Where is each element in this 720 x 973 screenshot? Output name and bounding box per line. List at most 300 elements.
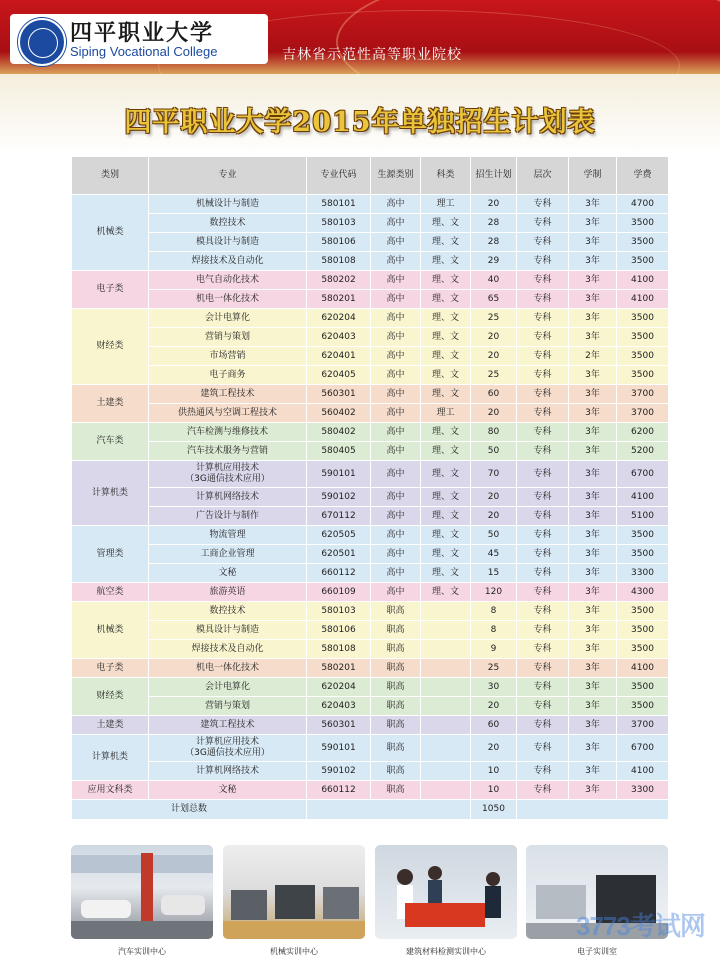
table-row bbox=[72, 762, 669, 781]
source-cell: 职高 bbox=[371, 735, 421, 762]
tuition-cell: 4100 bbox=[617, 290, 669, 309]
code-cell: 620403 bbox=[307, 328, 371, 347]
source-cell: 职高 bbox=[371, 678, 421, 697]
major-cell: 模具设计与制造 bbox=[149, 233, 307, 252]
code-cell: 560301 bbox=[307, 385, 371, 404]
major-cell: 会计电算化 bbox=[149, 309, 307, 328]
subject-cell: 理、文 bbox=[421, 309, 471, 328]
level-cell: 专科 bbox=[517, 195, 569, 214]
source-cell: 高中 bbox=[371, 461, 421, 488]
tuition-cell: 3500 bbox=[617, 328, 669, 347]
code-cell: 620501 bbox=[307, 545, 371, 564]
header-cell: 专业 bbox=[149, 157, 307, 195]
table-header-row bbox=[72, 157, 669, 195]
tuition-cell: 5100 bbox=[617, 507, 669, 526]
quota-cell: 60 bbox=[471, 716, 517, 735]
tuition-cell: 4100 bbox=[617, 271, 669, 290]
quota-cell: 80 bbox=[471, 423, 517, 442]
major-cell: 文秘 bbox=[149, 781, 307, 800]
level-cell: 专科 bbox=[517, 423, 569, 442]
major-cell: 汽车检测与维修技术 bbox=[149, 423, 307, 442]
quota-cell: 120 bbox=[471, 583, 517, 602]
table-row bbox=[72, 716, 669, 735]
subject-cell bbox=[421, 735, 471, 762]
source-cell: 高中 bbox=[371, 347, 421, 366]
header-cell: 专业代码 bbox=[307, 157, 371, 195]
level-cell: 专科 bbox=[517, 602, 569, 621]
quota-cell: 28 bbox=[471, 233, 517, 252]
tuition-cell: 4700 bbox=[617, 195, 669, 214]
enrollment-plan-table bbox=[71, 156, 669, 820]
machine-workshop-photo bbox=[223, 845, 365, 939]
code-cell: 620204 bbox=[307, 678, 371, 697]
source-cell: 高中 bbox=[371, 404, 421, 423]
level-cell: 专科 bbox=[517, 583, 569, 602]
quota-cell: 25 bbox=[471, 309, 517, 328]
major-cell: 建筑工程技术 bbox=[149, 385, 307, 404]
source-cell: 高中 bbox=[371, 252, 421, 271]
subject-cell: 理、文 bbox=[421, 488, 471, 507]
major-cell: 市场营销 bbox=[149, 347, 307, 366]
major-cell: 工商企业管理 bbox=[149, 545, 307, 564]
table-row bbox=[72, 526, 669, 545]
tuition-cell: 3500 bbox=[617, 526, 669, 545]
source-cell: 高中 bbox=[371, 526, 421, 545]
subject-cell: 理、文 bbox=[421, 423, 471, 442]
car-workshop-photo bbox=[71, 845, 213, 939]
quota-cell: 60 bbox=[471, 385, 517, 404]
tuition-cell: 3500 bbox=[617, 252, 669, 271]
code-cell: 580108 bbox=[307, 252, 371, 271]
source-cell: 高中 bbox=[371, 366, 421, 385]
major-cell: 物流管理 bbox=[149, 526, 307, 545]
source-cell: 职高 bbox=[371, 602, 421, 621]
header-cell: 学制 bbox=[569, 157, 617, 195]
level-cell: 专科 bbox=[517, 640, 569, 659]
category-cell: 计算机类 bbox=[72, 735, 149, 781]
major-cell: 机电一体化技术 bbox=[149, 290, 307, 309]
source-cell: 职高 bbox=[371, 716, 421, 735]
code-cell: 580202 bbox=[307, 271, 371, 290]
code-cell: 620403 bbox=[307, 697, 371, 716]
source-cell: 职高 bbox=[371, 762, 421, 781]
header-cell: 招生计划 bbox=[471, 157, 517, 195]
school-name-en: Siping Vocational College bbox=[70, 44, 218, 59]
subject-cell: 理、文 bbox=[421, 507, 471, 526]
photo-caption: 汽车实训中心 bbox=[118, 947, 166, 956]
level-cell: 专科 bbox=[517, 347, 569, 366]
duration-cell: 3年 bbox=[569, 697, 617, 716]
subject-cell bbox=[421, 781, 471, 800]
quota-cell: 40 bbox=[471, 271, 517, 290]
subject-cell: 理、文 bbox=[421, 583, 471, 602]
table-row bbox=[72, 621, 669, 640]
tuition-cell: 6200 bbox=[617, 423, 669, 442]
subject-cell: 理、文 bbox=[421, 290, 471, 309]
table-row bbox=[72, 385, 669, 404]
duration-cell: 3年 bbox=[569, 271, 617, 290]
source-cell: 高中 bbox=[371, 195, 421, 214]
duration-cell: 3年 bbox=[569, 659, 617, 678]
table-row bbox=[72, 678, 669, 697]
source-cell: 职高 bbox=[371, 659, 421, 678]
quota-cell: 20 bbox=[471, 195, 517, 214]
tuition-cell: 3500 bbox=[617, 545, 669, 564]
code-cell: 580108 bbox=[307, 640, 371, 659]
code-cell: 580106 bbox=[307, 233, 371, 252]
header-cell: 学费 bbox=[617, 157, 669, 195]
major-cell: 数控技术 bbox=[149, 214, 307, 233]
code-cell: 560301 bbox=[307, 716, 371, 735]
code-cell: 580106 bbox=[307, 621, 371, 640]
header-banner bbox=[0, 0, 720, 74]
table-row bbox=[72, 347, 669, 366]
category-cell: 机械类 bbox=[72, 602, 149, 659]
source-cell: 高中 bbox=[371, 214, 421, 233]
table-row bbox=[72, 640, 669, 659]
header-cell: 层次 bbox=[517, 157, 569, 195]
tuition-cell: 4100 bbox=[617, 762, 669, 781]
level-cell: 专科 bbox=[517, 366, 569, 385]
photo-caption: 机械实训中心 bbox=[270, 947, 318, 956]
duration-cell: 3年 bbox=[569, 195, 617, 214]
blank-cell bbox=[307, 800, 471, 820]
header-cell: 科类 bbox=[421, 157, 471, 195]
duration-cell: 3年 bbox=[569, 762, 617, 781]
table-row bbox=[72, 366, 669, 385]
quota-cell: 29 bbox=[471, 252, 517, 271]
table-row bbox=[72, 233, 669, 252]
subject-cell: 理、文 bbox=[421, 252, 471, 271]
code-cell: 580103 bbox=[307, 602, 371, 621]
quota-cell: 65 bbox=[471, 290, 517, 309]
tuition-cell: 3700 bbox=[617, 716, 669, 735]
quota-cell: 30 bbox=[471, 678, 517, 697]
level-cell: 专科 bbox=[517, 461, 569, 488]
quota-cell: 45 bbox=[471, 545, 517, 564]
table-row bbox=[72, 461, 669, 488]
watermark: 3773考试网 bbox=[576, 911, 705, 941]
tuition-cell: 3500 bbox=[617, 602, 669, 621]
major-cell: 数控技术 bbox=[149, 602, 307, 621]
header-cell: 类别 bbox=[72, 157, 149, 195]
photo-caption: 建筑材料检测实训中心 bbox=[406, 947, 486, 956]
level-cell: 专科 bbox=[517, 678, 569, 697]
level-cell: 专科 bbox=[517, 385, 569, 404]
subject-cell: 理、文 bbox=[421, 385, 471, 404]
tuition-cell: 6700 bbox=[617, 461, 669, 488]
quota-cell: 20 bbox=[471, 404, 517, 423]
quota-cell: 20 bbox=[471, 735, 517, 762]
tuition-cell: 4100 bbox=[617, 659, 669, 678]
table-row bbox=[72, 442, 669, 461]
table-row bbox=[72, 735, 669, 762]
major-cell: 计算机网络技术 bbox=[149, 488, 307, 507]
subject-cell: 理、文 bbox=[421, 233, 471, 252]
major-cell: 焊接技术及自动化 bbox=[149, 640, 307, 659]
level-cell: 专科 bbox=[517, 545, 569, 564]
duration-cell: 3年 bbox=[569, 640, 617, 659]
duration-cell: 3年 bbox=[569, 678, 617, 697]
major-cell: 汽车技术服务与营销 bbox=[149, 442, 307, 461]
source-cell: 高中 bbox=[371, 507, 421, 526]
quota-cell: 8 bbox=[471, 602, 517, 621]
tuition-cell: 3700 bbox=[617, 385, 669, 404]
code-cell: 580201 bbox=[307, 659, 371, 678]
table-row bbox=[72, 328, 669, 347]
tuition-cell: 6700 bbox=[617, 735, 669, 762]
source-cell: 高中 bbox=[371, 328, 421, 347]
source-cell: 职高 bbox=[371, 621, 421, 640]
code-cell: 590101 bbox=[307, 461, 371, 488]
major-cell: 建筑工程技术 bbox=[149, 716, 307, 735]
major-cell: 电气自动化技术 bbox=[149, 271, 307, 290]
tuition-cell: 3500 bbox=[617, 678, 669, 697]
code-cell: 620401 bbox=[307, 347, 371, 366]
duration-cell: 3年 bbox=[569, 716, 617, 735]
duration-cell: 3年 bbox=[569, 252, 617, 271]
total-value: 1050 bbox=[471, 800, 517, 820]
quota-cell: 28 bbox=[471, 214, 517, 233]
source-cell: 高中 bbox=[371, 290, 421, 309]
level-cell: 专科 bbox=[517, 621, 569, 640]
quota-cell: 10 bbox=[471, 781, 517, 800]
school-motto: 吉林省示范性高等职业院校 bbox=[282, 47, 462, 63]
tuition-cell: 3500 bbox=[617, 347, 669, 366]
major-cell: 旅游英语 bbox=[149, 583, 307, 602]
tuition-cell: 3500 bbox=[617, 640, 669, 659]
level-cell: 专科 bbox=[517, 271, 569, 290]
header-cell: 生源类别 bbox=[371, 157, 421, 195]
car-workshop-image bbox=[71, 845, 213, 939]
category-cell: 机械类 bbox=[72, 195, 149, 271]
subject-cell: 理、文 bbox=[421, 545, 471, 564]
machine-workshop-image bbox=[223, 845, 365, 939]
table-row bbox=[72, 195, 669, 214]
quota-cell: 20 bbox=[471, 697, 517, 716]
duration-cell: 3年 bbox=[569, 214, 617, 233]
duration-cell: 3年 bbox=[569, 564, 617, 583]
code-cell: 580103 bbox=[307, 214, 371, 233]
category-cell: 土建类 bbox=[72, 716, 149, 735]
level-cell: 专科 bbox=[517, 659, 569, 678]
level-cell: 专科 bbox=[517, 214, 569, 233]
school-seal-icon bbox=[18, 18, 66, 66]
duration-cell: 3年 bbox=[569, 545, 617, 564]
level-cell: 专科 bbox=[517, 781, 569, 800]
subject-cell bbox=[421, 621, 471, 640]
photo-caption: 电子实训室 bbox=[577, 947, 617, 956]
subject-cell: 理工 bbox=[421, 195, 471, 214]
major-cell: 计算机网络技术 bbox=[149, 762, 307, 781]
quota-cell: 20 bbox=[471, 488, 517, 507]
major-cell: 模具设计与制造 bbox=[149, 621, 307, 640]
source-cell: 职高 bbox=[371, 697, 421, 716]
source-cell: 高中 bbox=[371, 385, 421, 404]
duration-cell: 3年 bbox=[569, 781, 617, 800]
quota-cell: 20 bbox=[471, 507, 517, 526]
category-cell: 管理类 bbox=[72, 526, 149, 583]
duration-cell: 3年 bbox=[569, 290, 617, 309]
duration-cell: 3年 bbox=[569, 309, 617, 328]
subject-cell bbox=[421, 697, 471, 716]
tuition-cell: 3500 bbox=[617, 233, 669, 252]
major-cell: 电子商务 bbox=[149, 366, 307, 385]
level-cell: 专科 bbox=[517, 564, 569, 583]
category-cell: 航空类 bbox=[72, 583, 149, 602]
source-cell: 高中 bbox=[371, 271, 421, 290]
subject-cell: 理、文 bbox=[421, 526, 471, 545]
major-cell: 文秘 bbox=[149, 564, 307, 583]
level-cell: 专科 bbox=[517, 488, 569, 507]
materials-lab-image bbox=[375, 845, 517, 939]
source-cell: 高中 bbox=[371, 564, 421, 583]
major-cell: 广告设计与制作 bbox=[149, 507, 307, 526]
major-cell: 机械设计与制造 bbox=[149, 195, 307, 214]
table-row bbox=[72, 214, 669, 233]
code-cell: 660112 bbox=[307, 564, 371, 583]
major-cell: 计算机应用技术 （3G通信技术应用） bbox=[149, 735, 307, 762]
source-cell: 高中 bbox=[371, 233, 421, 252]
major-cell: 会计电算化 bbox=[149, 678, 307, 697]
quota-cell: 9 bbox=[471, 640, 517, 659]
tuition-cell: 3700 bbox=[617, 404, 669, 423]
code-cell: 660109 bbox=[307, 583, 371, 602]
total-label: 计划总数 bbox=[72, 800, 307, 820]
code-cell: 590102 bbox=[307, 488, 371, 507]
category-cell: 财经类 bbox=[72, 678, 149, 716]
level-cell: 专科 bbox=[517, 507, 569, 526]
table-row bbox=[72, 545, 669, 564]
quota-cell: 50 bbox=[471, 442, 517, 461]
duration-cell: 3年 bbox=[569, 621, 617, 640]
tuition-cell: 5200 bbox=[617, 442, 669, 461]
duration-cell: 3年 bbox=[569, 423, 617, 442]
source-cell: 高中 bbox=[371, 488, 421, 507]
quota-cell: 70 bbox=[471, 461, 517, 488]
subject-cell: 理、文 bbox=[421, 461, 471, 488]
quota-cell: 8 bbox=[471, 621, 517, 640]
subject-cell: 理、文 bbox=[421, 271, 471, 290]
source-cell: 高中 bbox=[371, 545, 421, 564]
category-cell: 电子类 bbox=[72, 271, 149, 309]
subject-cell bbox=[421, 602, 471, 621]
level-cell: 专科 bbox=[517, 716, 569, 735]
table-row bbox=[72, 404, 669, 423]
code-cell: 580201 bbox=[307, 290, 371, 309]
subject-cell bbox=[421, 762, 471, 781]
category-cell: 汽车类 bbox=[72, 423, 149, 461]
subject-cell bbox=[421, 716, 471, 735]
level-cell: 专科 bbox=[517, 442, 569, 461]
category-cell: 计算机类 bbox=[72, 461, 149, 526]
page-title: 四平职业大学2015年单独招生计划表 bbox=[124, 107, 596, 138]
table-row bbox=[72, 290, 669, 309]
subject-cell bbox=[421, 659, 471, 678]
level-cell: 专科 bbox=[517, 309, 569, 328]
duration-cell: 3年 bbox=[569, 735, 617, 762]
subject-cell: 理、文 bbox=[421, 347, 471, 366]
subject-cell: 理、文 bbox=[421, 366, 471, 385]
subject-cell bbox=[421, 640, 471, 659]
materials-lab-photo bbox=[375, 845, 517, 939]
total-row bbox=[72, 800, 669, 820]
tuition-cell: 3500 bbox=[617, 621, 669, 640]
tuition-cell: 3300 bbox=[617, 781, 669, 800]
level-cell: 专科 bbox=[517, 252, 569, 271]
duration-cell: 3年 bbox=[569, 507, 617, 526]
duration-cell: 3年 bbox=[569, 583, 617, 602]
duration-cell: 3年 bbox=[569, 442, 617, 461]
code-cell: 620505 bbox=[307, 526, 371, 545]
level-cell: 专科 bbox=[517, 697, 569, 716]
table-row bbox=[72, 271, 669, 290]
major-cell: 营销与策划 bbox=[149, 328, 307, 347]
duration-cell: 3年 bbox=[569, 233, 617, 252]
tuition-cell: 3500 bbox=[617, 214, 669, 233]
source-cell: 高中 bbox=[371, 442, 421, 461]
code-cell: 580402 bbox=[307, 423, 371, 442]
code-cell: 580405 bbox=[307, 442, 371, 461]
duration-cell: 3年 bbox=[569, 602, 617, 621]
duration-cell: 3年 bbox=[569, 526, 617, 545]
level-cell: 专科 bbox=[517, 290, 569, 309]
table-row bbox=[72, 423, 669, 442]
tuition-cell: 3300 bbox=[617, 564, 669, 583]
category-cell: 应用文科类 bbox=[72, 781, 149, 800]
duration-cell: 3年 bbox=[569, 328, 617, 347]
quota-cell: 50 bbox=[471, 526, 517, 545]
major-cell: 供热通风与空调工程技术 bbox=[149, 404, 307, 423]
code-cell: 560402 bbox=[307, 404, 371, 423]
table-row bbox=[72, 583, 669, 602]
level-cell: 专科 bbox=[517, 735, 569, 762]
quota-cell: 20 bbox=[471, 328, 517, 347]
code-cell: 620405 bbox=[307, 366, 371, 385]
source-cell: 职高 bbox=[371, 640, 421, 659]
duration-cell: 3年 bbox=[569, 404, 617, 423]
quota-cell: 20 bbox=[471, 347, 517, 366]
table-row bbox=[72, 252, 669, 271]
subject-cell: 理、文 bbox=[421, 328, 471, 347]
code-cell: 660112 bbox=[307, 781, 371, 800]
table-row bbox=[72, 659, 669, 678]
source-cell: 高中 bbox=[371, 423, 421, 442]
table-row bbox=[72, 602, 669, 621]
category-cell: 土建类 bbox=[72, 385, 149, 423]
table-row bbox=[72, 309, 669, 328]
category-cell: 电子类 bbox=[72, 659, 149, 678]
level-cell: 专科 bbox=[517, 233, 569, 252]
level-cell: 专科 bbox=[517, 404, 569, 423]
duration-cell: 2年 bbox=[569, 347, 617, 366]
subject-cell: 理、文 bbox=[421, 442, 471, 461]
code-cell: 580101 bbox=[307, 195, 371, 214]
subject-cell bbox=[421, 678, 471, 697]
table-row bbox=[72, 697, 669, 716]
source-cell: 职高 bbox=[371, 781, 421, 800]
tuition-cell: 4100 bbox=[617, 488, 669, 507]
school-name-cn: 四平职业大学 bbox=[70, 20, 215, 46]
quota-cell: 10 bbox=[471, 762, 517, 781]
level-cell: 专科 bbox=[517, 526, 569, 545]
blank-cell bbox=[517, 800, 669, 820]
duration-cell: 3年 bbox=[569, 488, 617, 507]
tuition-cell: 3500 bbox=[617, 366, 669, 385]
table-row bbox=[72, 781, 669, 800]
code-cell: 590102 bbox=[307, 762, 371, 781]
tuition-cell: 3500 bbox=[617, 697, 669, 716]
